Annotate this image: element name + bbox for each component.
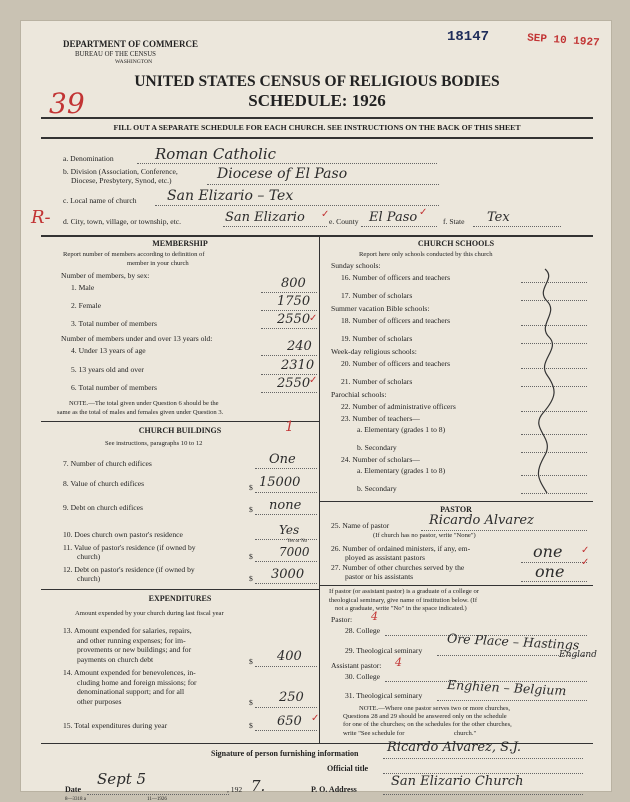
year-prefix: , 192	[227, 785, 243, 794]
q4-value: 240	[287, 339, 312, 354]
census-schedule-sheet	[20, 20, 612, 802]
q2-value: 1750	[277, 294, 311, 309]
check-mark-icon: ✓	[581, 545, 590, 556]
q11-value: 7000	[279, 545, 310, 559]
q25-note: (If church has no pastor, write "None")	[373, 532, 476, 539]
q18-label: 18. Number of officers and teachers	[341, 316, 451, 325]
q6-value: 2550	[277, 376, 311, 391]
q26-label-line2: ployed as assistant pastors	[345, 553, 425, 562]
division-label-line2: Diocese, Presbytery, Synod, etc.)	[71, 176, 172, 185]
check-mark-icon: ✓	[309, 313, 318, 324]
form-title: UNITED STATES CENSUS OF RELIGIOUS BODIES	[134, 73, 500, 90]
q1-label: 1. Male	[71, 283, 95, 292]
po-address-label: P. O. Address	[311, 785, 357, 794]
pastor-note: NOTE.—Where one pastor serves two or more churches, Questions 28 and 29 should be answered only on the schedule for one of the churches; on the schedules for the other churches, write "See schedule for church."	[343, 705, 512, 737]
assistant-pastor-label: Assistant pastor:	[331, 661, 382, 670]
q10-label: 10. Does church own pastor's residence	[63, 530, 183, 539]
city-town-label: d. City, town, village, or township, etc.	[63, 217, 182, 226]
q14-label: 14. Amount expended for benevolences, in- cluding home and foreign missions; for denominational support; and for all other purposes	[63, 668, 197, 706]
q21-label: 21. Number of scholars	[341, 377, 413, 386]
q3-label: 3. Total number of members	[71, 319, 158, 328]
q23b-label: b. Secondary	[357, 443, 397, 452]
q22-label: 22. Number of administrative officers	[341, 402, 456, 411]
q14-dollar: $	[249, 698, 253, 707]
q12-value: 3000	[271, 567, 305, 582]
division-label-line1: b. Division (Association, Conference,	[63, 167, 178, 176]
q14-value: 250	[279, 690, 304, 705]
q31-label: 31. Theological seminary	[345, 691, 423, 700]
check-mark-icon: ✓	[419, 207, 428, 218]
q2-label: 2. Female	[71, 301, 101, 310]
q5-value: 2310	[281, 358, 315, 373]
q13-label: 13. Amount expended for salaries, repairs, and other running expenses; for im- provements or new buildings; and for payments on church debt	[63, 626, 192, 664]
check-mark-icon: ✓	[581, 557, 590, 568]
q16-label: 16. Number of officers and teachers	[341, 273, 451, 282]
members-by-sex-label: Number of members, by sex:	[61, 271, 150, 280]
check-mark-icon: ✓	[309, 375, 318, 386]
q7-label: 7. Number of church edifices	[63, 459, 152, 468]
form-date: 11—1926	[147, 797, 167, 802]
q4-label: 4. Under 13 years of age	[71, 346, 146, 355]
q23a-label: a. Elementary (grades 1 to 8)	[357, 425, 446, 434]
q12-label-line1: 12. Debt on pastor's residence (if owned by	[63, 565, 195, 574]
department-label: DEPARTMENT OF COMMERCE	[63, 39, 199, 49]
expenditures-heading: EXPENDITURES	[148, 594, 212, 603]
signature-value: Ricardo Alvarez, S.J.	[387, 740, 522, 755]
q23-label: 23. Number of teachers—	[341, 414, 420, 423]
membership-sub2: member in your church	[127, 260, 189, 267]
q27-label-line2: pastor or his assistants	[345, 572, 414, 581]
membership-note2: same as the total of males and females given under Question 3.	[57, 409, 224, 416]
q30-label: 30. College	[345, 672, 381, 681]
q8-label: 8. Value of church edifices	[63, 479, 145, 488]
schedule-number: 18147	[447, 29, 490, 45]
local-name-value: San Elizario – Tex	[167, 188, 294, 204]
state-value: Tex	[487, 210, 510, 225]
state-label: f. State	[443, 217, 465, 226]
form-number: 8—3318 a	[65, 797, 86, 802]
q15-label: 15. Total expenditures during year	[63, 721, 168, 730]
q25-label: 25. Name of pastor	[331, 521, 390, 530]
date-value: Sept 5	[97, 770, 147, 788]
q29-value: Ore Place – Hastings	[446, 630, 580, 653]
date-label: Date	[65, 785, 81, 794]
form-instruction: FILL OUT A SEPARATE SCHEDULE FOR EACH CHURCH. SEE INSTRUCTIONS ON THE BACK OF THIS SHEET	[113, 123, 521, 132]
q25-value: Ricardo Alvarez	[429, 513, 534, 528]
q28-label: 28. College	[345, 626, 381, 635]
official-title-label: Official title	[327, 764, 369, 773]
q11-dollar: $	[249, 552, 253, 561]
buildings-sub: See instructions, paragraphs 10 to 12	[105, 440, 203, 447]
check-mark-icon: ✓	[321, 209, 330, 220]
signature-label: Signature of person furnishing information	[211, 749, 359, 758]
po-address-value: San Elizario Church	[391, 774, 524, 789]
q11-yes-no-note: Yes or No	[287, 539, 308, 544]
pastor-mark: 4	[371, 610, 378, 623]
q11-label-line2: church)	[77, 552, 101, 561]
q5-label: 5. 13 years old and over	[71, 365, 144, 374]
q29-value-line2: England	[559, 650, 597, 660]
q24b-label: b. Secondary	[357, 484, 397, 493]
bureau-label: BUREAU OF THE CENSUS	[75, 51, 156, 58]
buildings-mark: 1	[285, 419, 294, 435]
q31-value: Enghien – Belgium	[446, 676, 567, 699]
local-name-label: c. Local name of church	[63, 196, 137, 205]
q24-label: 24. Number of scholars—	[341, 455, 420, 464]
schools-heading: CHURCH SCHOOLS	[417, 239, 495, 248]
county-label: e. County	[329, 217, 359, 226]
pastor-sublabel: Pastor:	[331, 615, 353, 624]
q6-label: 6. Total number of members	[71, 383, 158, 392]
q20-label: 20. Number of officers and teachers	[341, 359, 451, 368]
expenditures-sub: Amount expended by your church during last fiscal year	[75, 610, 224, 617]
q26-value: one	[533, 542, 563, 561]
q8-dollar: $	[249, 483, 253, 492]
division-value: Diocese of El Paso	[217, 166, 348, 182]
q9-label: 9. Debt on church edifices	[63, 503, 143, 512]
q27-label-line1: 27. Number of other churches served by the	[331, 563, 465, 572]
q19-label: 19. Number of scholars	[341, 334, 413, 343]
q12-label-line2: church)	[77, 574, 101, 583]
denomination-label: a. Denomination	[63, 154, 114, 163]
q10-value: Yes	[279, 523, 300, 537]
membership-heading: MEMBERSHIP	[152, 239, 208, 248]
q24a-label: a. Elementary (grades 1 to 8)	[357, 466, 446, 475]
weekday-schools-label: Week-day religious schools:	[331, 347, 417, 356]
q11-label-line1: 11. Value of pastor's residence (if owned by	[63, 543, 196, 552]
graduate-instructions: If pastor (or assistant pastor) is a graduate of a college or theological seminary, give name of institution below. (If not a graduate, write "No" in the space indicated.)	[329, 588, 479, 613]
q27-value: one	[535, 562, 565, 581]
q13-dollar: $	[249, 657, 253, 666]
county-value: El Paso	[369, 210, 418, 225]
city-town-value: San Elizario	[225, 210, 305, 225]
q7-value: One	[269, 452, 296, 467]
q15-dollar: $	[249, 721, 253, 730]
margin-mark: R-	[31, 207, 51, 228]
q9-value: none	[269, 498, 302, 513]
q8-value: 15000	[259, 475, 301, 490]
membership-sub1: Report number of members according to definition of	[63, 251, 205, 258]
form-subtitle: SCHEDULE: 1926	[248, 91, 386, 110]
summer-schools-label: Summer vacation Bible schools:	[331, 304, 430, 313]
q26-label-line1: 26. Number of ordained ministers, if any, em-	[331, 544, 471, 553]
margin-number: 39	[49, 87, 85, 120]
city-label: WASHINGTON	[115, 59, 153, 65]
denomination-value: Roman Catholic	[155, 145, 277, 163]
sunday-schools-label: Sunday schools:	[331, 261, 381, 270]
parochial-schools-label: Parochial schools:	[331, 390, 387, 399]
q9-dollar: $	[249, 505, 253, 514]
q29-label: 29. Theological seminary	[345, 646, 423, 655]
assistant-pastor-mark: 4	[395, 656, 402, 669]
strike-squiggle-icon	[531, 267, 561, 495]
received-date-stamp: SEP 10 1927	[526, 32, 600, 50]
q1-value: 800	[281, 276, 306, 291]
q17-label: 17. Number of scholars	[341, 291, 413, 300]
buildings-heading: CHURCH BUILDINGS	[138, 426, 222, 435]
q15-value: 650	[277, 714, 302, 729]
membership-note1: NOTE.—The total given under Question 6 should be the	[69, 400, 219, 407]
q12-dollar: $	[249, 574, 253, 583]
check-mark-icon: ✓	[311, 713, 320, 724]
members-by-age-label: Number of members under and over 13 years old:	[61, 334, 213, 343]
year-value: 7.	[251, 777, 266, 795]
q3-value: 2550	[277, 312, 311, 327]
schools-sub: Report here only schools conducted by this church	[359, 251, 493, 258]
q13-value: 400	[277, 649, 302, 664]
pastor-heading: PASTOR	[440, 505, 472, 514]
